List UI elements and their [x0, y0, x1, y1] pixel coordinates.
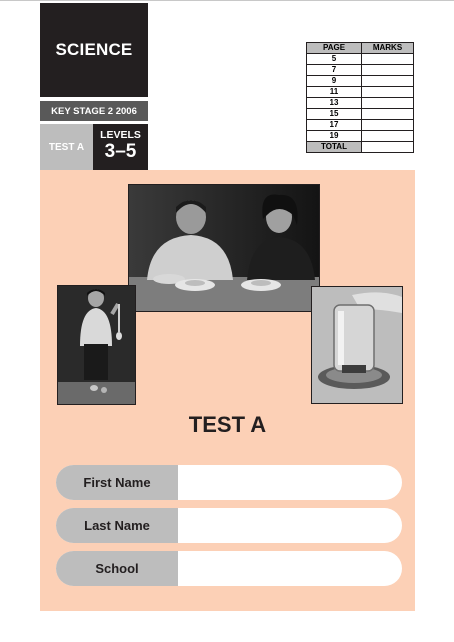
marks-row [307, 131, 414, 142]
last-name-input[interactable] [178, 508, 402, 543]
levels-label: LEVELS [100, 129, 141, 141]
total-marks-cell[interactable] [362, 142, 414, 153]
marks-cell[interactable] [362, 54, 414, 65]
marks-cell[interactable] [362, 65, 414, 76]
first-name-input[interactable] [178, 465, 402, 500]
key-stage-label: KEY STAGE 2 2006 [40, 101, 148, 121]
school-input[interactable] [178, 551, 402, 586]
marks-row [307, 87, 414, 98]
school-field [56, 551, 402, 586]
last-name-field [56, 508, 402, 543]
levels-value: 3–5 [104, 141, 137, 162]
boy-spring-balance-photo [57, 285, 136, 405]
page-cell: 5 [307, 54, 362, 65]
school-label: School [56, 551, 178, 586]
subject-label: SCIENCE [40, 3, 148, 97]
top-rule [0, 0, 454, 1]
levels-box [93, 124, 148, 170]
total-label: TOTAL [307, 142, 362, 153]
first-name-label: First Name [56, 465, 178, 500]
marks-row [307, 109, 414, 120]
marks-row [307, 120, 414, 131]
page-cell: 11 [307, 87, 362, 98]
test-title: TEST A [188, 412, 267, 437]
page-cell: 9 [307, 76, 362, 87]
marks-row [307, 54, 414, 65]
marks-cell[interactable] [362, 76, 414, 87]
marks-row [307, 65, 414, 76]
marks-cell[interactable] [362, 87, 414, 98]
jar-on-plate-photo [311, 286, 403, 404]
last-name-label: Last Name [56, 508, 178, 543]
marks-header-page: PAGE [307, 43, 362, 54]
page-cell: 13 [307, 98, 362, 109]
children-experiment-photo [128, 184, 320, 312]
marks-header-marks: MARKS [362, 43, 414, 54]
marks-table [306, 42, 414, 153]
marks-total-row [307, 142, 414, 153]
marks-cell[interactable] [362, 109, 414, 120]
marks-cell[interactable] [362, 98, 414, 109]
first-name-field [56, 465, 402, 500]
test-label: TEST A [40, 124, 93, 170]
page-cell: 17 [307, 120, 362, 131]
page-cell: 7 [307, 65, 362, 76]
marks-cell[interactable] [362, 131, 414, 142]
page-cell: 15 [307, 109, 362, 120]
marks-cell[interactable] [362, 120, 414, 131]
marks-row [307, 98, 414, 109]
page-cell: 19 [307, 131, 362, 142]
marks-row [307, 76, 414, 87]
